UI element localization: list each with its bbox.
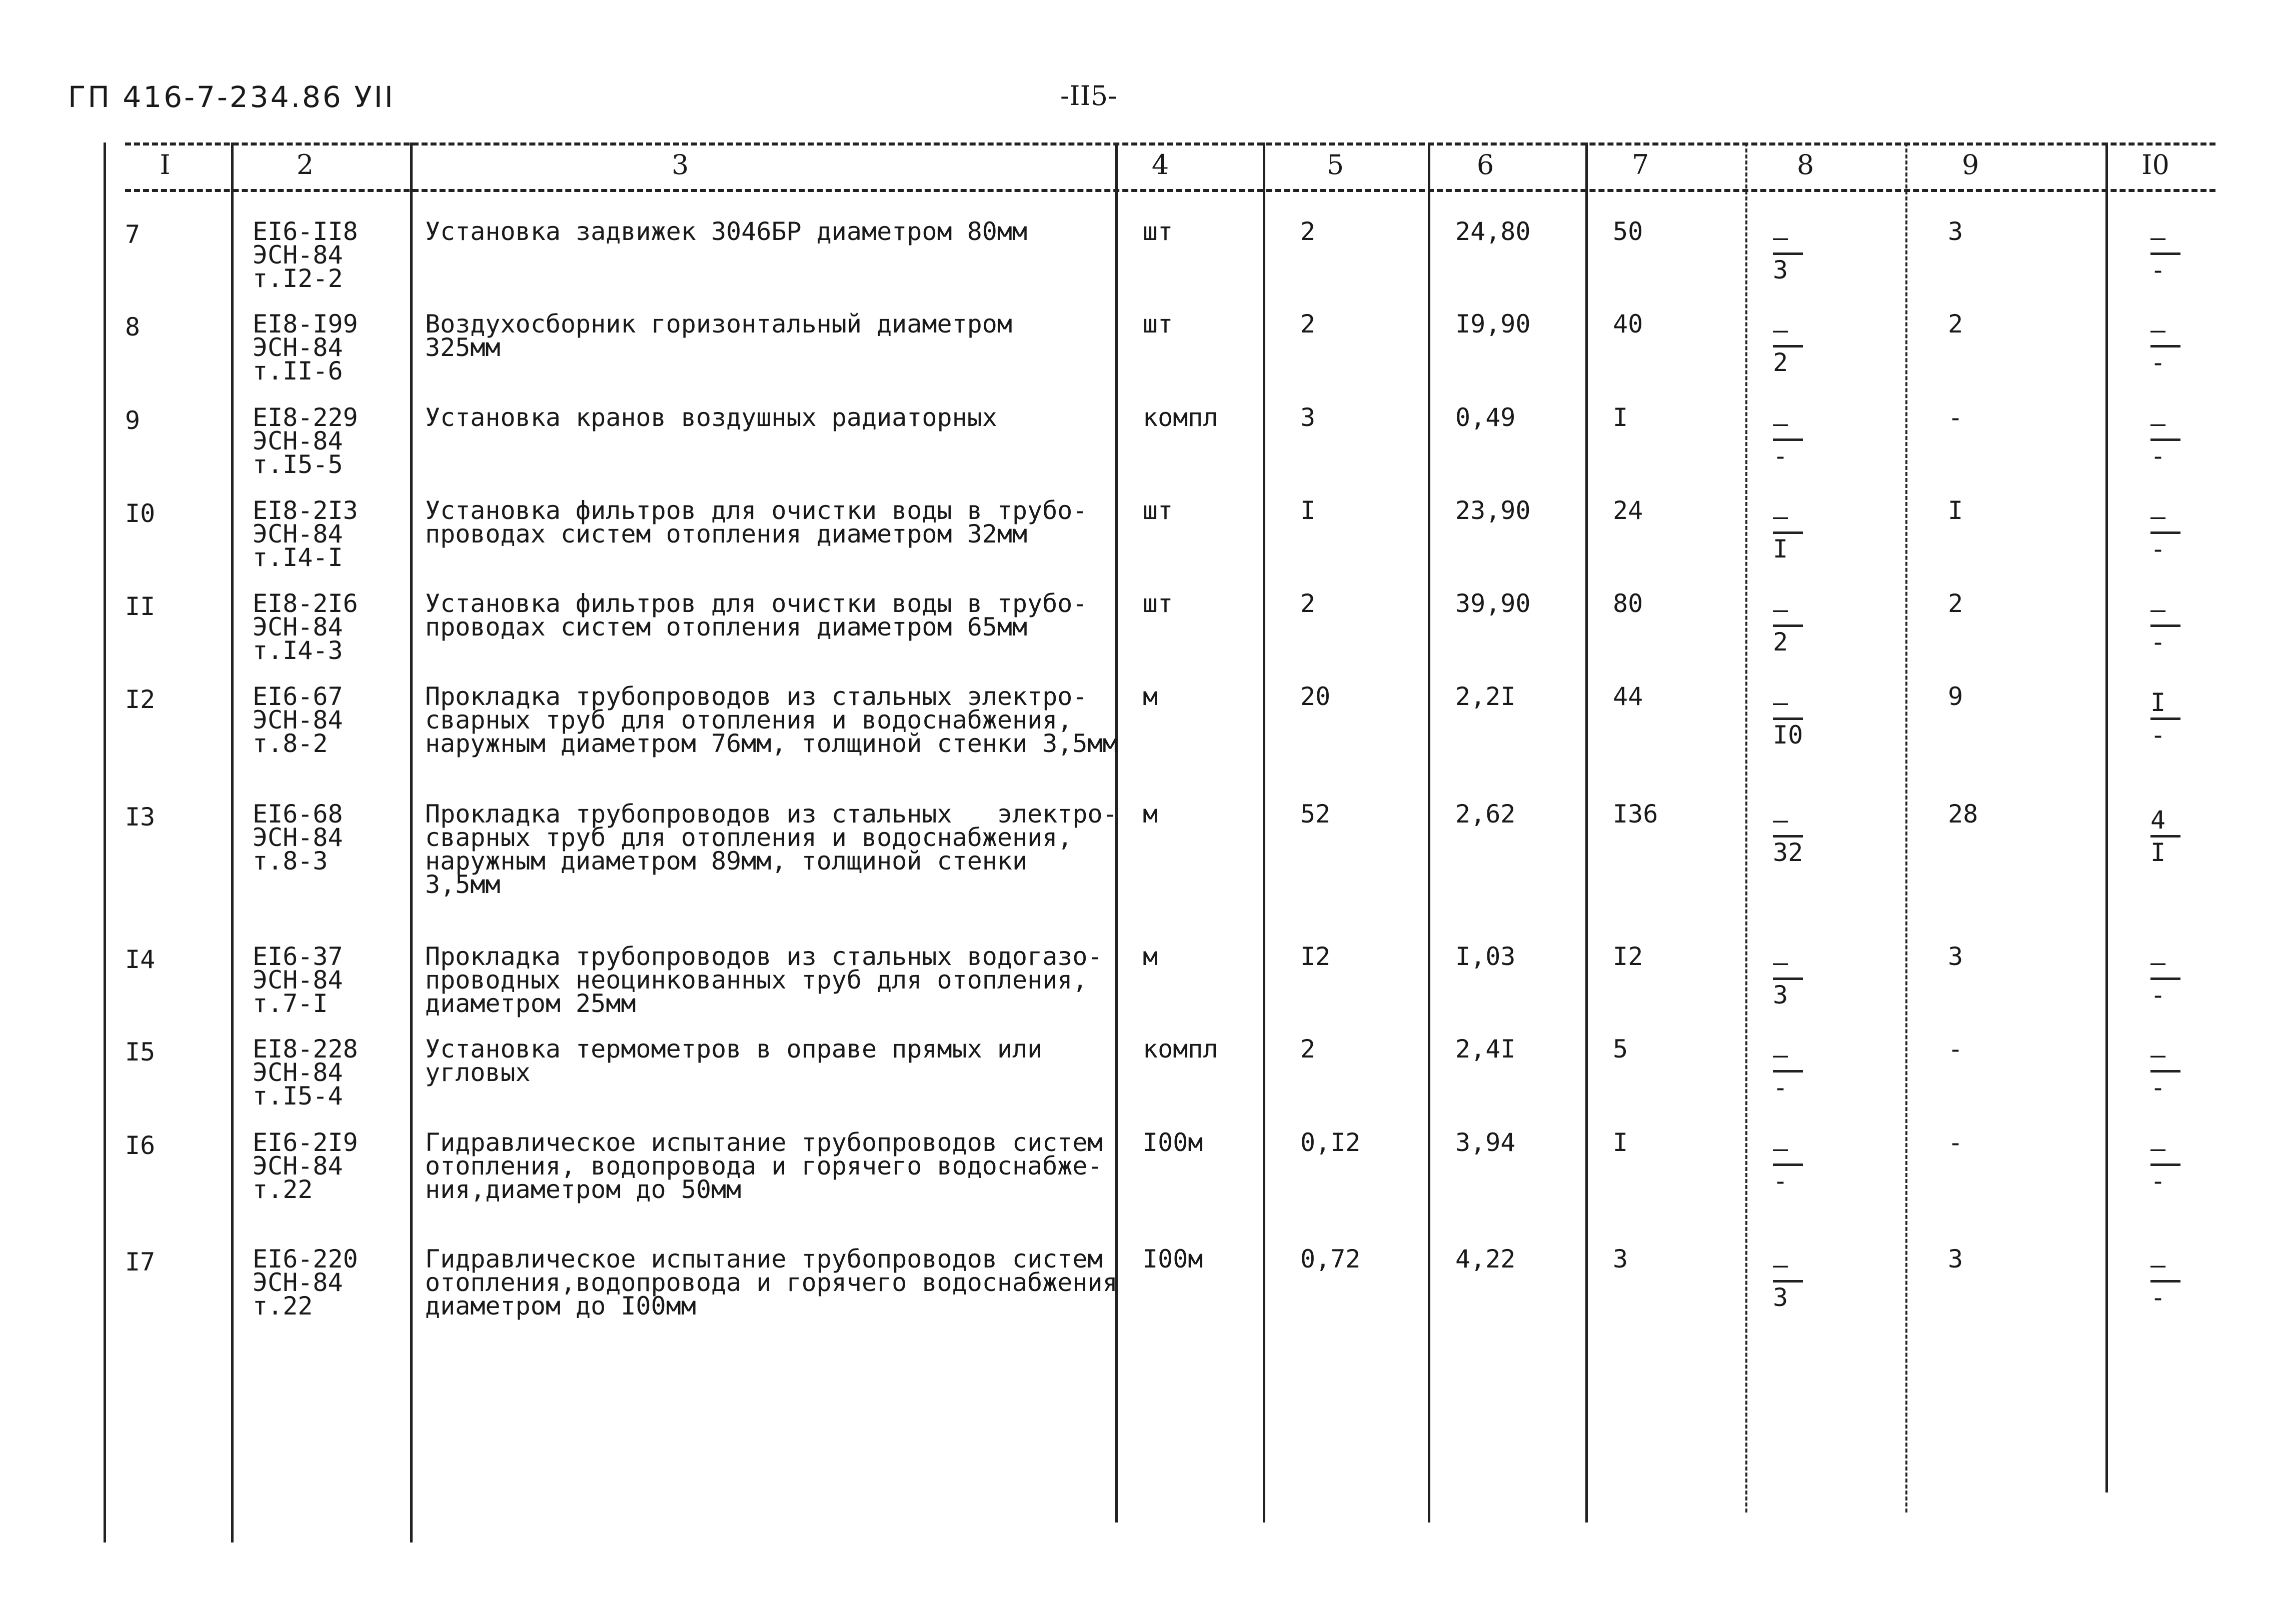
row-col8-fraction: [1773, 948, 1803, 1010]
row-total: 24: [1613, 496, 1643, 525]
column-header-10: I0: [2141, 149, 2169, 180]
row-description: Прокладка трубопроводов из стальных электро- сварных труб для отопления и водоснабжения, наружным диаметром 89мм, толщиной стенки 3,5мм: [425, 800, 1118, 899]
row-col8-fraction: [1773, 688, 1803, 750]
row-unit: компл: [1143, 1034, 1218, 1064]
row-price: 24,80: [1455, 217, 1531, 246]
row-number: 7: [125, 220, 141, 249]
document-code: ГП 416-7-234.86 УII: [68, 80, 395, 114]
fraction-denominator: -: [2150, 1166, 2166, 1196]
row-number: I7: [125, 1248, 156, 1276]
fraction-numerator: –: [2150, 1134, 2180, 1166]
row-col8-fraction: [1773, 222, 1803, 285]
row-col10-fraction: [2150, 948, 2180, 1010]
fraction-denominator: 3: [1773, 256, 1788, 284]
fraction-denominator: -: [2150, 1283, 2166, 1312]
fraction-numerator: –: [1773, 315, 1803, 348]
fraction-denominator: -: [2150, 442, 2166, 470]
fraction-numerator: –: [2150, 408, 2180, 441]
row-quantity: 20: [1300, 682, 1331, 711]
row-col9: 2: [1948, 589, 1963, 618]
fraction-denominator: 2: [1773, 628, 1788, 656]
row-description: Установка кранов воздушных радиаторных: [425, 403, 997, 432]
row-code: EI8-2I6 ЭСН-84 т.I4-3: [253, 589, 358, 665]
column-rule: [1905, 142, 1907, 1512]
row-col9: 28: [1948, 800, 1978, 828]
fraction-numerator: –: [1773, 688, 1803, 720]
row-quantity: 0,72: [1300, 1244, 1361, 1274]
row-total: I2: [1613, 942, 1643, 971]
row-description: Прокладка трубопроводов из стальных водогазо- проводных неоцинкованных труб для отопления, диаметром 25мм: [425, 942, 1103, 1018]
fraction-numerator: –: [2150, 315, 2180, 348]
row-number: I3: [125, 802, 156, 832]
row-description: Установка термометров в оправе прямых или угловых: [425, 1034, 1043, 1087]
column-header-7: 7: [1631, 149, 1649, 180]
row-col8-fraction: [1773, 408, 1803, 471]
row-code: EI6-II8 ЭСН-84 т.I2-2: [253, 217, 358, 293]
fraction-numerator: –: [1773, 408, 1803, 441]
row-price: 39,90: [1455, 589, 1531, 618]
row-col10-fraction: [2150, 805, 2180, 868]
row-code: EI8-2I3 ЭСН-84 т.I4-I: [253, 496, 358, 572]
fraction-denominator: -: [2150, 628, 2166, 656]
column-header-8: 8: [1796, 149, 1814, 180]
fraction-denominator: 2: [1773, 348, 1788, 377]
row-price: I,03: [1455, 942, 1516, 971]
row-col10-fraction: [2150, 315, 2180, 378]
row-number: I5: [125, 1038, 156, 1066]
row-total: 44: [1613, 682, 1643, 711]
fraction-denominator: -: [2150, 348, 2166, 377]
row-price: I9,90: [1455, 310, 1531, 338]
column-header-4: 4: [1151, 149, 1169, 180]
fraction-numerator: –: [1773, 1134, 1803, 1166]
row-col8-fraction: [1773, 1040, 1803, 1102]
fraction-numerator: –: [2150, 1250, 2180, 1282]
row-quantity: 2: [1300, 310, 1316, 338]
header-top-rule: [125, 142, 2215, 146]
fraction-denominator: -: [1773, 1073, 1788, 1102]
row-quantity: 2: [1300, 217, 1316, 246]
fraction-denominator: -: [1773, 442, 1788, 470]
row-unit: м: [1143, 800, 1158, 828]
row-description: Гидравлическое испытание трубопроводов систем отопления, водопровода и горячего водоснабже- ния,диаметром до 50мм: [425, 1128, 1103, 1204]
row-total: I36: [1613, 800, 1658, 828]
row-col8-fraction: [1773, 1134, 1803, 1196]
column-rule: [104, 142, 106, 1542]
column-header-2: 2: [296, 149, 314, 180]
row-col10-fraction: [2150, 222, 2180, 285]
row-price: 0,49: [1455, 403, 1516, 432]
column-rule: [231, 142, 234, 1542]
fraction-numerator: I: [2150, 688, 2180, 720]
row-unit: I00м: [1143, 1128, 1203, 1157]
row-code: EI6-220 ЭСН-84 т.22: [253, 1244, 358, 1320]
row-description: Установка задвижек 3046БР диаметром 80мм: [425, 217, 1028, 246]
fraction-numerator: –: [1773, 1250, 1803, 1282]
row-col8-fraction: [1773, 805, 1803, 868]
row-col9: 2: [1948, 310, 1963, 338]
row-total: I: [1613, 1128, 1628, 1157]
fraction-numerator: –: [1773, 805, 1803, 838]
row-col8-fraction: [1773, 502, 1803, 564]
row-col10-fraction: [2150, 408, 2180, 471]
row-price: 2,4I: [1455, 1034, 1516, 1064]
column-header-5: 5: [1326, 149, 1344, 180]
fraction-denominator: -: [1773, 1166, 1788, 1196]
row-code: EI6-68 ЭСН-84 т.8-3: [253, 800, 343, 876]
row-number: I4: [125, 945, 156, 974]
fraction-numerator: –: [2150, 1040, 2180, 1072]
row-code: EI6-67 ЭСН-84 т.8-2: [253, 682, 343, 758]
page-number: -II5-: [1060, 80, 1117, 112]
row-unit: шт: [1143, 496, 1173, 525]
fraction-denominator: -: [2150, 256, 2166, 284]
row-price: 2,2I: [1455, 682, 1516, 711]
column-rule: [1745, 142, 1747, 1512]
row-col10-fraction: [2150, 594, 2180, 657]
row-description: Воздухосборник горизонтальный диаметром 325мм: [425, 310, 1012, 362]
row-price: 2,62: [1455, 800, 1516, 828]
header-bottom-rule: [125, 189, 2215, 192]
row-col8-fraction: [1773, 1250, 1803, 1312]
column-header-3: 3: [671, 149, 689, 180]
row-total: 5: [1613, 1034, 1628, 1064]
row-quantity: I2: [1300, 942, 1331, 971]
row-code: EI6-37 ЭСН-84 т.7-I: [253, 942, 343, 1018]
row-number: II: [125, 592, 156, 621]
row-quantity: 2: [1300, 589, 1316, 618]
fraction-denominator: 3: [1773, 980, 1788, 1010]
row-col10-fraction: [2150, 502, 2180, 564]
row-col9: -: [1948, 1034, 1963, 1064]
fraction-numerator: –: [1773, 502, 1803, 534]
fraction-numerator: –: [2150, 948, 2180, 980]
row-number: 8: [125, 312, 141, 342]
row-price: 23,90: [1455, 496, 1531, 525]
row-total: 3: [1613, 1244, 1628, 1274]
row-col9: -: [1948, 1128, 1963, 1157]
row-number: I2: [125, 685, 156, 714]
row-unit: I00м: [1143, 1244, 1203, 1274]
row-col8-fraction: [1773, 315, 1803, 378]
fraction-denominator: I0: [1773, 720, 1803, 750]
row-total: 80: [1613, 589, 1643, 618]
row-quantity: I: [1300, 496, 1316, 525]
column-rule: [1263, 142, 1265, 1522]
row-description: Установка фильтров для очистки воды в трубо- проводах систем отопления диаметром 65мм: [425, 589, 1088, 642]
row-quantity: 0,I2: [1300, 1128, 1361, 1157]
fraction-denominator: -: [2150, 1073, 2166, 1102]
column-rule: [2105, 142, 2108, 1492]
row-col10-fraction: [2150, 688, 2180, 750]
fraction-numerator: –: [1773, 948, 1803, 980]
row-unit: компл: [1143, 403, 1218, 432]
fraction-numerator: –: [1773, 1040, 1803, 1072]
column-rule: [410, 142, 413, 1542]
row-number: 9: [125, 406, 141, 435]
row-code: EI6-2I9 ЭСН-84 т.22: [253, 1128, 358, 1204]
row-quantity: 2: [1300, 1034, 1316, 1064]
row-number: I0: [125, 499, 156, 528]
row-unit: м: [1143, 682, 1158, 711]
row-code: EI8-228 ЭСН-84 т.I5-4: [253, 1034, 358, 1110]
fraction-numerator: 4: [2150, 805, 2180, 838]
row-number: I6: [125, 1131, 156, 1160]
column-header-1: I: [160, 149, 171, 180]
row-total: 40: [1613, 310, 1643, 338]
fraction-denominator: I: [1773, 534, 1788, 564]
row-total: 50: [1613, 217, 1643, 246]
row-quantity: 52: [1300, 800, 1331, 828]
row-unit: шт: [1143, 589, 1173, 618]
row-description: Гидравлическое испытание трубопроводов систем отопления,водопровода и горячего водоснабжения диаметром до I00мм: [425, 1244, 1118, 1320]
fraction-denominator: -: [2150, 534, 2166, 564]
row-unit: шт: [1143, 310, 1173, 338]
row-price: 3,94: [1455, 1128, 1516, 1157]
row-col9: 3: [1948, 1244, 1963, 1274]
fraction-numerator: –: [2150, 222, 2180, 255]
row-quantity: 3: [1300, 403, 1316, 432]
row-description: Прокладка трубопроводов из стальных электро- сварных труб для отопления и водоснабжения, наружным диаметром 76мм, толщиной стенки 3,5мм: [425, 682, 1118, 758]
fraction-numerator: –: [2150, 594, 2180, 627]
row-col9: 3: [1948, 942, 1963, 971]
row-price: 4,22: [1455, 1244, 1516, 1274]
fraction-denominator: I: [2150, 838, 2166, 867]
fraction-denominator: -: [2150, 720, 2166, 750]
column-rule: [1585, 142, 1588, 1522]
row-col9: -: [1948, 403, 1963, 432]
row-col10-fraction: [2150, 1040, 2180, 1102]
column-rule: [1428, 142, 1430, 1522]
fraction-denominator: 32: [1773, 838, 1803, 867]
column-header-6: 6: [1476, 149, 1494, 180]
row-unit: м: [1143, 942, 1158, 971]
fraction-denominator: -: [2150, 980, 2166, 1010]
fraction-numerator: –: [2150, 502, 2180, 534]
row-unit: шт: [1143, 217, 1173, 246]
row-col10-fraction: [2150, 1250, 2180, 1312]
row-description: Установка фильтров для очистки воды в трубо- проводах систем отопления диаметром 32мм: [425, 496, 1088, 548]
row-col9: 9: [1948, 682, 1963, 711]
row-col9: I: [1948, 496, 1963, 525]
row-code: EI8-I99 ЭСН-84 т.II-6: [253, 310, 358, 386]
row-col8-fraction: [1773, 594, 1803, 657]
row-col9: 3: [1948, 217, 1963, 246]
fraction-numerator: –: [1773, 594, 1803, 627]
row-code: EI8-229 ЭСН-84 т.I5-5: [253, 403, 358, 479]
fraction-denominator: 3: [1773, 1283, 1788, 1312]
row-total: I: [1613, 403, 1628, 432]
column-header-9: 9: [1961, 149, 1979, 180]
fraction-numerator: –: [1773, 222, 1803, 255]
row-col10-fraction: [2150, 1134, 2180, 1196]
